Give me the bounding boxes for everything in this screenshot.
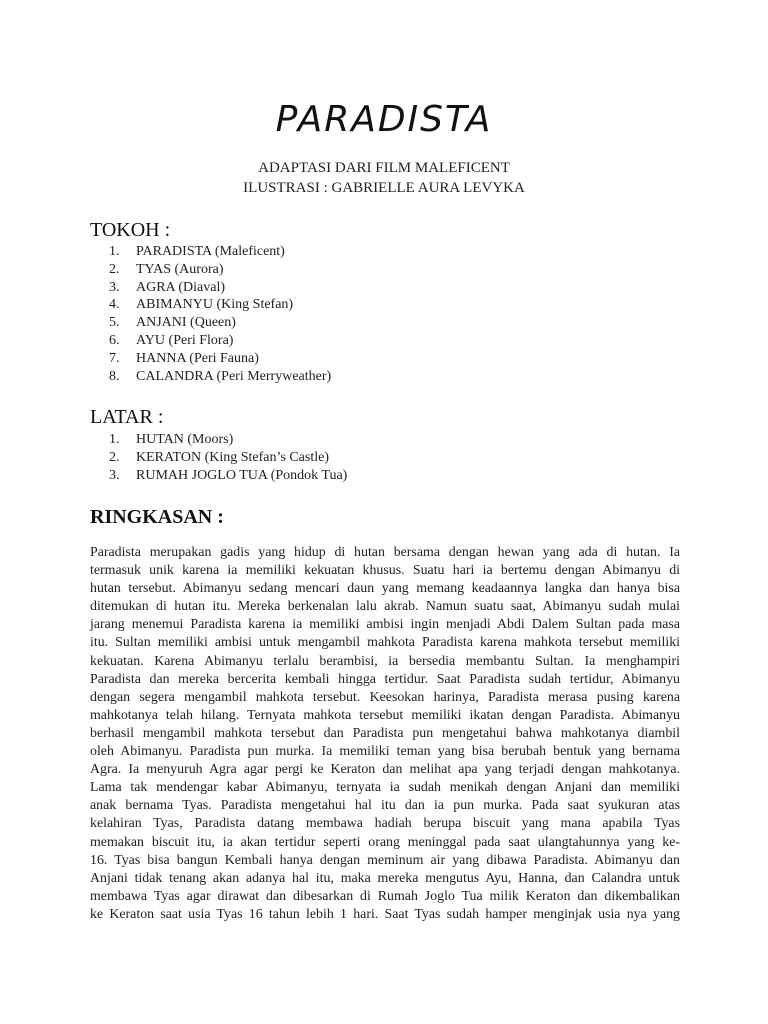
- text-line: membawa Tyas agar dirawat dan dibesarkan di Rumah Joglo Tua milik Keraton dan dikembalikan: [90, 888, 680, 904]
- tokoh-list: [109, 243, 331, 385]
- text-line: memakan biscuit itu, ia akan tertidur seperti orang meninggal pada saat ulangtahunnya yang ke-: [90, 834, 680, 850]
- text-line: Lama tak mendengar kabar Abimanyu, ternyata ia sudah menikah dengan Anjani dan memiliki: [90, 780, 680, 796]
- text-line: 16. Tyas bisa bangun Kembali hanya dengan meminum air yang dibawa Paradista. Abimanyu dan: [90, 852, 680, 868]
- list-item: 5. ANJANI (Queen): [109, 315, 236, 331]
- summary-paragraph: [90, 544, 680, 924]
- text-line: ditemukan di hutan itu. Mereka berkenalan lalu akrab. Namun suatu saat, Abimanyu sudah mulai: [90, 599, 680, 615]
- text-line: kelahiran Tyas, Paradista datang membawa hadiah berupa biscuit yang mana apabila Tyas: [90, 816, 680, 832]
- text-line: oleh Abimanyu. Paradista pun murka. Ia memiliki teman yang bisa berubah bentuk yang bernama: [90, 744, 680, 760]
- text-line: Paradista dan mereka bercerita kembali hingga tertidur. Saat Paradista sudah tertidur, Abimanyu: [90, 671, 680, 687]
- latar-list: [109, 431, 347, 484]
- text-line: ke Keraton saat usia Tyas 16 tahun lebih 1 hari. Saat Tyas sudah hamper menginjak usia nya yang: [90, 906, 680, 922]
- list-item: 2. TYAS (Aurora): [109, 261, 224, 277]
- document-title: PARADISTA: [275, 99, 493, 140]
- section-heading-ringkasan: RINGKASAN :: [90, 506, 224, 528]
- list-item: 2. KERATON (King Stefan’s Castle): [109, 449, 329, 465]
- subtitle-illustration: ILUSTRASI : GABRIELLE AURA LEVYKA: [243, 180, 525, 196]
- list-item: 7. HANNA (Peri Fauna): [109, 350, 259, 366]
- text-line: jarang menemui Paradista karena ia memiliki ambisi ingin menjadi Abdi Dalem Sultan pada masa: [90, 617, 680, 633]
- text-line: Anjani tidak tenang akan adanya hal itu, maka mereka mengutus Ayu, Hanna, dan Calandra untuk: [90, 870, 680, 886]
- text-line: dengan segera mengambil mahkota tersebut. Keesokan harinya, Paradista merasa pusing karena: [90, 689, 680, 705]
- list-item: 4. ABIMANYU (King Stefan): [109, 297, 294, 313]
- text-line: kekuatan. Karena Abimanyu terlalu berambisi, ia bersedia membantu Sultan. Ia menghampiri: [90, 653, 680, 669]
- section-heading-latar: LATAR :: [90, 406, 164, 428]
- subtitle-adaptation: ADAPTASI DARI FILM MALEFICENT: [258, 160, 510, 176]
- text-line: mahkotanya telah hilang. Ternyata mahkota tersebut memiliki ikatan dengan Paradista. Abimanyu: [90, 707, 680, 723]
- list-item: 3. AGRA (Diaval): [109, 279, 226, 295]
- list-item: 8. CALANDRA (Peri Merryweather): [109, 368, 332, 384]
- list-item: 1. PARADISTA (Maleficent): [109, 244, 285, 259]
- text-line: Agra. Ia menyuruh Agra agar pergi ke Keraton dan melihat apa yang terjadi dengan mahkotanya.: [90, 762, 680, 778]
- list-item: 1. HUTAN (Moors): [109, 432, 234, 447]
- text-line: itu. Sultan memiliki ambisi untuk mengambil mahkota Paradista karena mahkota tersebut memiliki: [90, 635, 680, 651]
- text-line: termasuk unik karena ia memiliki kekuatan khusus. Suatu hari ia bertemu dengan Abimanyu di: [90, 563, 680, 579]
- text-line: Paradista merupakan gadis yang hidup di hutan bersama dengan hewan yang ada di hutan. Ia: [90, 545, 680, 560]
- section-heading-tokoh: TOKOH :: [90, 219, 171, 241]
- list-item: 3. RUMAH JOGLO TUA (Pondok Tua): [109, 467, 348, 483]
- text-line: hutan tersebut. Abimanyu sedang mencari daun yang memang keadaannya langka dan hanya bisa: [90, 581, 680, 597]
- text-line: anak bernama Tyas. Paradista mengetahui hal itu dan ia pun murka. Pada saat syukuran atas: [90, 798, 680, 814]
- text-line: berhasil mengambil mahkota tersebut dan Paradista pun mengetahui bahwa mahkotanya diambil: [90, 725, 680, 741]
- list-item: 6. AYU (Peri Flora): [109, 332, 234, 348]
